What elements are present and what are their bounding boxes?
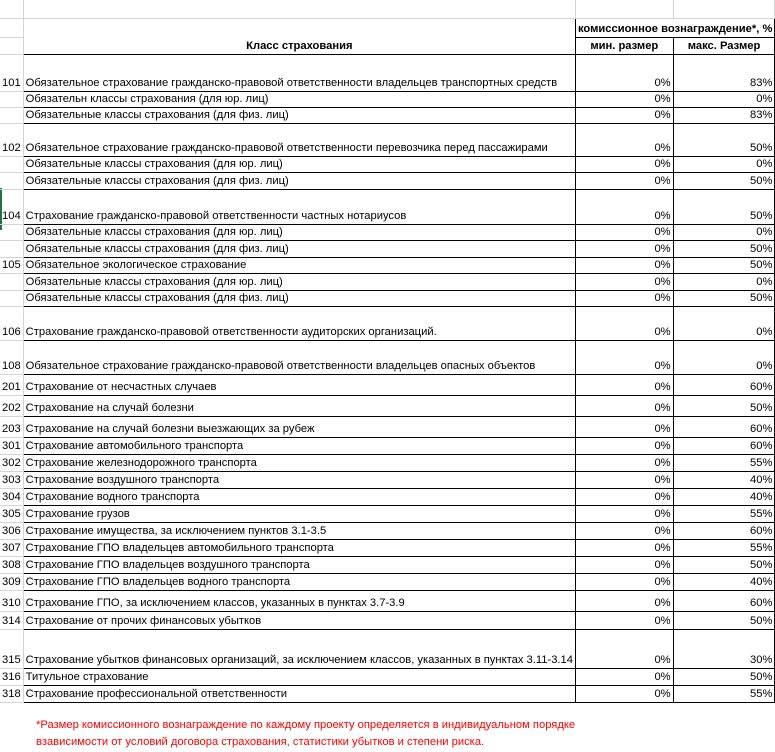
- insurance-class-name[interactable]: Страхование гражданско-правовой ответственности частных нотариусов: [23, 189, 575, 224]
- min-commission-value[interactable]: 0%: [575, 189, 673, 224]
- min-commission-value[interactable]: 0%: [575, 54, 673, 91]
- table-row: [0, 454, 775, 471]
- min-commission-value[interactable]: 0%: [575, 290, 673, 306]
- min-commission-value[interactable]: 0%: [575, 123, 673, 156]
- row-code[interactable]: 304: [0, 488, 23, 505]
- max-commission-value[interactable]: 0%: [673, 340, 775, 374]
- table-row: [0, 54, 775, 91]
- table-row: [0, 488, 775, 505]
- insurance-class-name[interactable]: Страхование ГПО владельцев воздушного транспорта: [23, 556, 575, 573]
- table-row: [0, 224, 775, 240]
- insurance-class-header[interactable]: Класс страхования: [23, 37, 575, 54]
- min-commission-value[interactable]: 0%: [575, 685, 673, 702]
- max-commission-value[interactable]: 83%: [673, 107, 775, 123]
- insurance-class-name[interactable]: Страхование ГПО, за исключением классов, указанных в пунктах 3.7-3.9: [23, 590, 575, 611]
- row-code[interactable]: 201: [0, 374, 23, 395]
- min-commission-value[interactable]: 0%: [575, 340, 673, 374]
- row-code[interactable]: 202: [0, 395, 23, 416]
- min-commission-value[interactable]: 0%: [575, 505, 673, 522]
- row-code[interactable]: [0, 273, 23, 290]
- max-commission-value[interactable]: 55%: [673, 454, 775, 471]
- min-commission-value[interactable]: 0%: [575, 471, 673, 488]
- min-commission-value[interactable]: 0%: [575, 611, 673, 629]
- max-commission-value[interactable]: 60%: [673, 374, 775, 395]
- max-commission-value[interactable]: 55%: [673, 539, 775, 556]
- max-commission-value[interactable]: 30%: [673, 629, 775, 668]
- insurance-class-name[interactable]: Страхование на случай болезни выезжающих за рубеж: [23, 416, 575, 437]
- table-row: [0, 668, 775, 685]
- table-row: [0, 189, 775, 224]
- table-row: [0, 471, 775, 488]
- insurance-class-name[interactable]: Обязательное экологическое страхование: [23, 257, 575, 273]
- insurance-class-name[interactable]: Страхование железнодорожного транспорта: [23, 454, 575, 471]
- insurance-class-name[interactable]: Страхование ГПО владельцев автомобильного транспорта: [23, 539, 575, 556]
- row-code[interactable]: 101: [0, 54, 23, 91]
- max-commission-value[interactable]: 60%: [673, 522, 775, 539]
- header-row-columns: [0, 37, 775, 54]
- min-commission-value[interactable]: 0%: [575, 224, 673, 240]
- min-commission-value[interactable]: 0%: [575, 91, 673, 107]
- insurance-class-name[interactable]: Страхование грузов: [23, 505, 575, 522]
- max-commission-value[interactable]: 50%: [673, 172, 775, 189]
- max-commission-value[interactable]: 0%: [673, 224, 775, 240]
- table-row: [0, 416, 775, 437]
- row-code[interactable]: 316: [0, 668, 23, 685]
- row-code[interactable]: 315: [0, 629, 23, 668]
- max-commission-value[interactable]: 60%: [673, 437, 775, 454]
- max-size-header[interactable]: макс. Размер: [673, 37, 775, 54]
- row-code[interactable]: [0, 240, 23, 257]
- insurance-class-name[interactable]: Страхование ГПО владельцев водного транспорта: [23, 573, 575, 590]
- min-commission-value[interactable]: 0%: [575, 172, 673, 189]
- max-commission-value[interactable]: 60%: [673, 590, 775, 611]
- max-commission-value[interactable]: 50%: [673, 290, 775, 306]
- table-row: [0, 290, 775, 306]
- min-commission-value[interactable]: 0%: [575, 416, 673, 437]
- row-code[interactable]: 301: [0, 437, 23, 454]
- max-commission-value[interactable]: 40%: [673, 471, 775, 488]
- min-commission-value[interactable]: 0%: [575, 257, 673, 273]
- table-row: [0, 437, 775, 454]
- min-commission-value[interactable]: 0%: [575, 522, 673, 539]
- row-code[interactable]: [0, 156, 23, 172]
- max-commission-value[interactable]: 0%: [673, 273, 775, 290]
- blank-row: [0, 0, 775, 18]
- insurance-class-name[interactable]: Обязательное страхование гражданско-правовой ответственности перевозчика перед пассажирами: [23, 123, 575, 156]
- table-row: [0, 340, 775, 374]
- table-row: [0, 629, 775, 668]
- insurance-class-name[interactable]: Страхование водного транспорта: [23, 488, 575, 505]
- table-row: [0, 91, 775, 107]
- min-commission-value[interactable]: 0%: [575, 156, 673, 172]
- max-commission-value[interactable]: 0%: [673, 306, 775, 340]
- table-row: [0, 273, 775, 290]
- insurance-class-name[interactable]: Обязательное страхование гражданско-правовой ответственности владельцев опасных объектов: [23, 340, 575, 374]
- table-row: [0, 240, 775, 257]
- insurance-class-name[interactable]: Обязательн классы страхования (для юр. лиц): [23, 91, 575, 107]
- min-commission-value[interactable]: 0%: [575, 306, 673, 340]
- table-row: [0, 539, 775, 556]
- insurance-class-name[interactable]: Обязательные классы страхования (для юр. лиц): [23, 156, 575, 172]
- insurance-class-name[interactable]: Обязательные классы страхования (для юр. лиц): [23, 273, 575, 290]
- row-code[interactable]: 102: [0, 123, 23, 156]
- insurance-class-name[interactable]: Страхование имущества, за исключением пунктов 3.1-3.5: [23, 522, 575, 539]
- min-commission-value[interactable]: 0%: [575, 629, 673, 668]
- insurance-class-name[interactable]: Страхование убытков финансовых организаций, за исключением классов, указанных в пунктах 3.11-3.14: [23, 629, 575, 668]
- table-row: [0, 156, 775, 172]
- row-code[interactable]: 303: [0, 471, 23, 488]
- max-commission-value[interactable]: 55%: [673, 685, 775, 702]
- row-code[interactable]: 203: [0, 416, 23, 437]
- insurance-class-name[interactable]: Страхование автомобильного транспорта: [23, 437, 575, 454]
- commission-group-header[interactable]: комиссионное вознаграждение*, %: [575, 18, 774, 37]
- row-code[interactable]: 104: [0, 189, 23, 224]
- table-row: [0, 685, 775, 702]
- min-commission-value[interactable]: 0%: [575, 668, 673, 685]
- insurance-class-name[interactable]: Страхование профессиональной ответственности: [23, 685, 575, 702]
- min-commission-value[interactable]: 0%: [575, 240, 673, 257]
- min-commission-value[interactable]: 0%: [575, 374, 673, 395]
- row-code[interactable]: 309: [0, 573, 23, 590]
- max-commission-value[interactable]: 60%: [673, 416, 775, 437]
- insurance-class-name[interactable]: Обязательные классы страхования (для физ. лиц): [23, 107, 575, 123]
- row-code[interactable]: 105: [0, 257, 23, 273]
- table-row: [0, 257, 775, 273]
- row-code[interactable]: [0, 172, 23, 189]
- max-commission-value[interactable]: 40%: [673, 573, 775, 590]
- min-commission-value[interactable]: 0%: [575, 437, 673, 454]
- max-commission-value[interactable]: 50%: [673, 556, 775, 573]
- row-code[interactable]: 314: [0, 611, 23, 629]
- min-commission-value[interactable]: 0%: [575, 395, 673, 416]
- insurance-class-name[interactable]: Страхование от прочих финансовых убытков: [23, 611, 575, 629]
- table-row: [0, 374, 775, 395]
- row-code[interactable]: [0, 91, 23, 107]
- table-row: [0, 611, 775, 629]
- table-row: [0, 505, 775, 522]
- table-row: [0, 395, 775, 416]
- insurance-class-name[interactable]: Страхование воздушного транспорта: [23, 471, 575, 488]
- max-commission-value[interactable]: 0%: [673, 156, 775, 172]
- min-commission-value[interactable]: 0%: [575, 454, 673, 471]
- min-commission-value[interactable]: 0%: [575, 573, 673, 590]
- min-commission-value[interactable]: 0%: [575, 539, 673, 556]
- min-commission-value[interactable]: 0%: [575, 488, 673, 505]
- insurance-class-name[interactable]: Страхование на случай болезни: [23, 395, 575, 416]
- insurance-class-name[interactable]: Страхование от несчастных случаев: [23, 374, 575, 395]
- row-code[interactable]: [0, 290, 23, 306]
- min-size-header[interactable]: мин. размер: [575, 37, 673, 54]
- insurance-class-name[interactable]: Титульное страхование: [23, 668, 575, 685]
- max-commission-value[interactable]: 50%: [673, 668, 775, 685]
- max-commission-value[interactable]: 40%: [673, 488, 775, 505]
- max-commission-value[interactable]: 50%: [673, 395, 775, 416]
- row-code[interactable]: 308: [0, 556, 23, 573]
- max-commission-value[interactable]: 50%: [673, 240, 775, 257]
- row-code[interactable]: 302: [0, 454, 23, 471]
- row-code[interactable]: [0, 224, 23, 240]
- max-commission-value[interactable]: 0%: [673, 91, 775, 107]
- row-code[interactable]: 306: [0, 522, 23, 539]
- min-commission-value[interactable]: 0%: [575, 107, 673, 123]
- table-row: [0, 123, 775, 156]
- insurance-class-name[interactable]: Обязательные классы страхования (для физ. лиц): [23, 172, 575, 189]
- min-commission-value[interactable]: 0%: [575, 556, 673, 573]
- table-row: [0, 306, 775, 340]
- row-code[interactable]: 307: [0, 539, 23, 556]
- max-commission-value[interactable]: 50%: [673, 611, 775, 629]
- table-row: [0, 590, 775, 611]
- max-commission-value[interactable]: 50%: [673, 257, 775, 273]
- row-code[interactable]: 108: [0, 340, 23, 374]
- min-commission-value[interactable]: 0%: [575, 590, 673, 611]
- table-row: [0, 522, 775, 539]
- min-commission-value[interactable]: 0%: [575, 273, 673, 290]
- table-row: [0, 172, 775, 189]
- max-commission-value[interactable]: 55%: [673, 505, 775, 522]
- row-code[interactable]: 106: [0, 306, 23, 340]
- header-row-group: [0, 18, 775, 37]
- table-row: [0, 107, 775, 123]
- insurance-class-name[interactable]: Обязательные классы страхования (для физ. лиц): [23, 290, 575, 306]
- row-code[interactable]: 310: [0, 590, 23, 611]
- row-code[interactable]: 305: [0, 505, 23, 522]
- max-commission-value[interactable]: 83%: [673, 54, 775, 91]
- table-row: [0, 573, 775, 590]
- insurance-class-name[interactable]: Страхование гражданско-правовой ответственности аудиторских организаций.: [23, 306, 575, 340]
- max-commission-value[interactable]: 50%: [673, 123, 775, 156]
- insurance-class-name[interactable]: Обязательное страхование гражданско-правовой ответственности владельцев транспортных средств: [23, 54, 575, 91]
- insurance-class-name[interactable]: Обязательные классы страхования (для юр. лиц): [23, 224, 575, 240]
- footnote: *Размер комиссионного вознаграждение по каждому проекту определяется в индивидуальном порядке взависимости от условий договора страхования, статистики убытков и степени риска.: [36, 719, 576, 748]
- row-code[interactable]: 318: [0, 685, 23, 702]
- insurance-class-name[interactable]: Обязательные классы страхования (для физ. лиц): [23, 240, 575, 257]
- max-commission-value[interactable]: 50%: [673, 189, 775, 224]
- row-code[interactable]: [0, 107, 23, 123]
- table-row: [0, 556, 775, 573]
